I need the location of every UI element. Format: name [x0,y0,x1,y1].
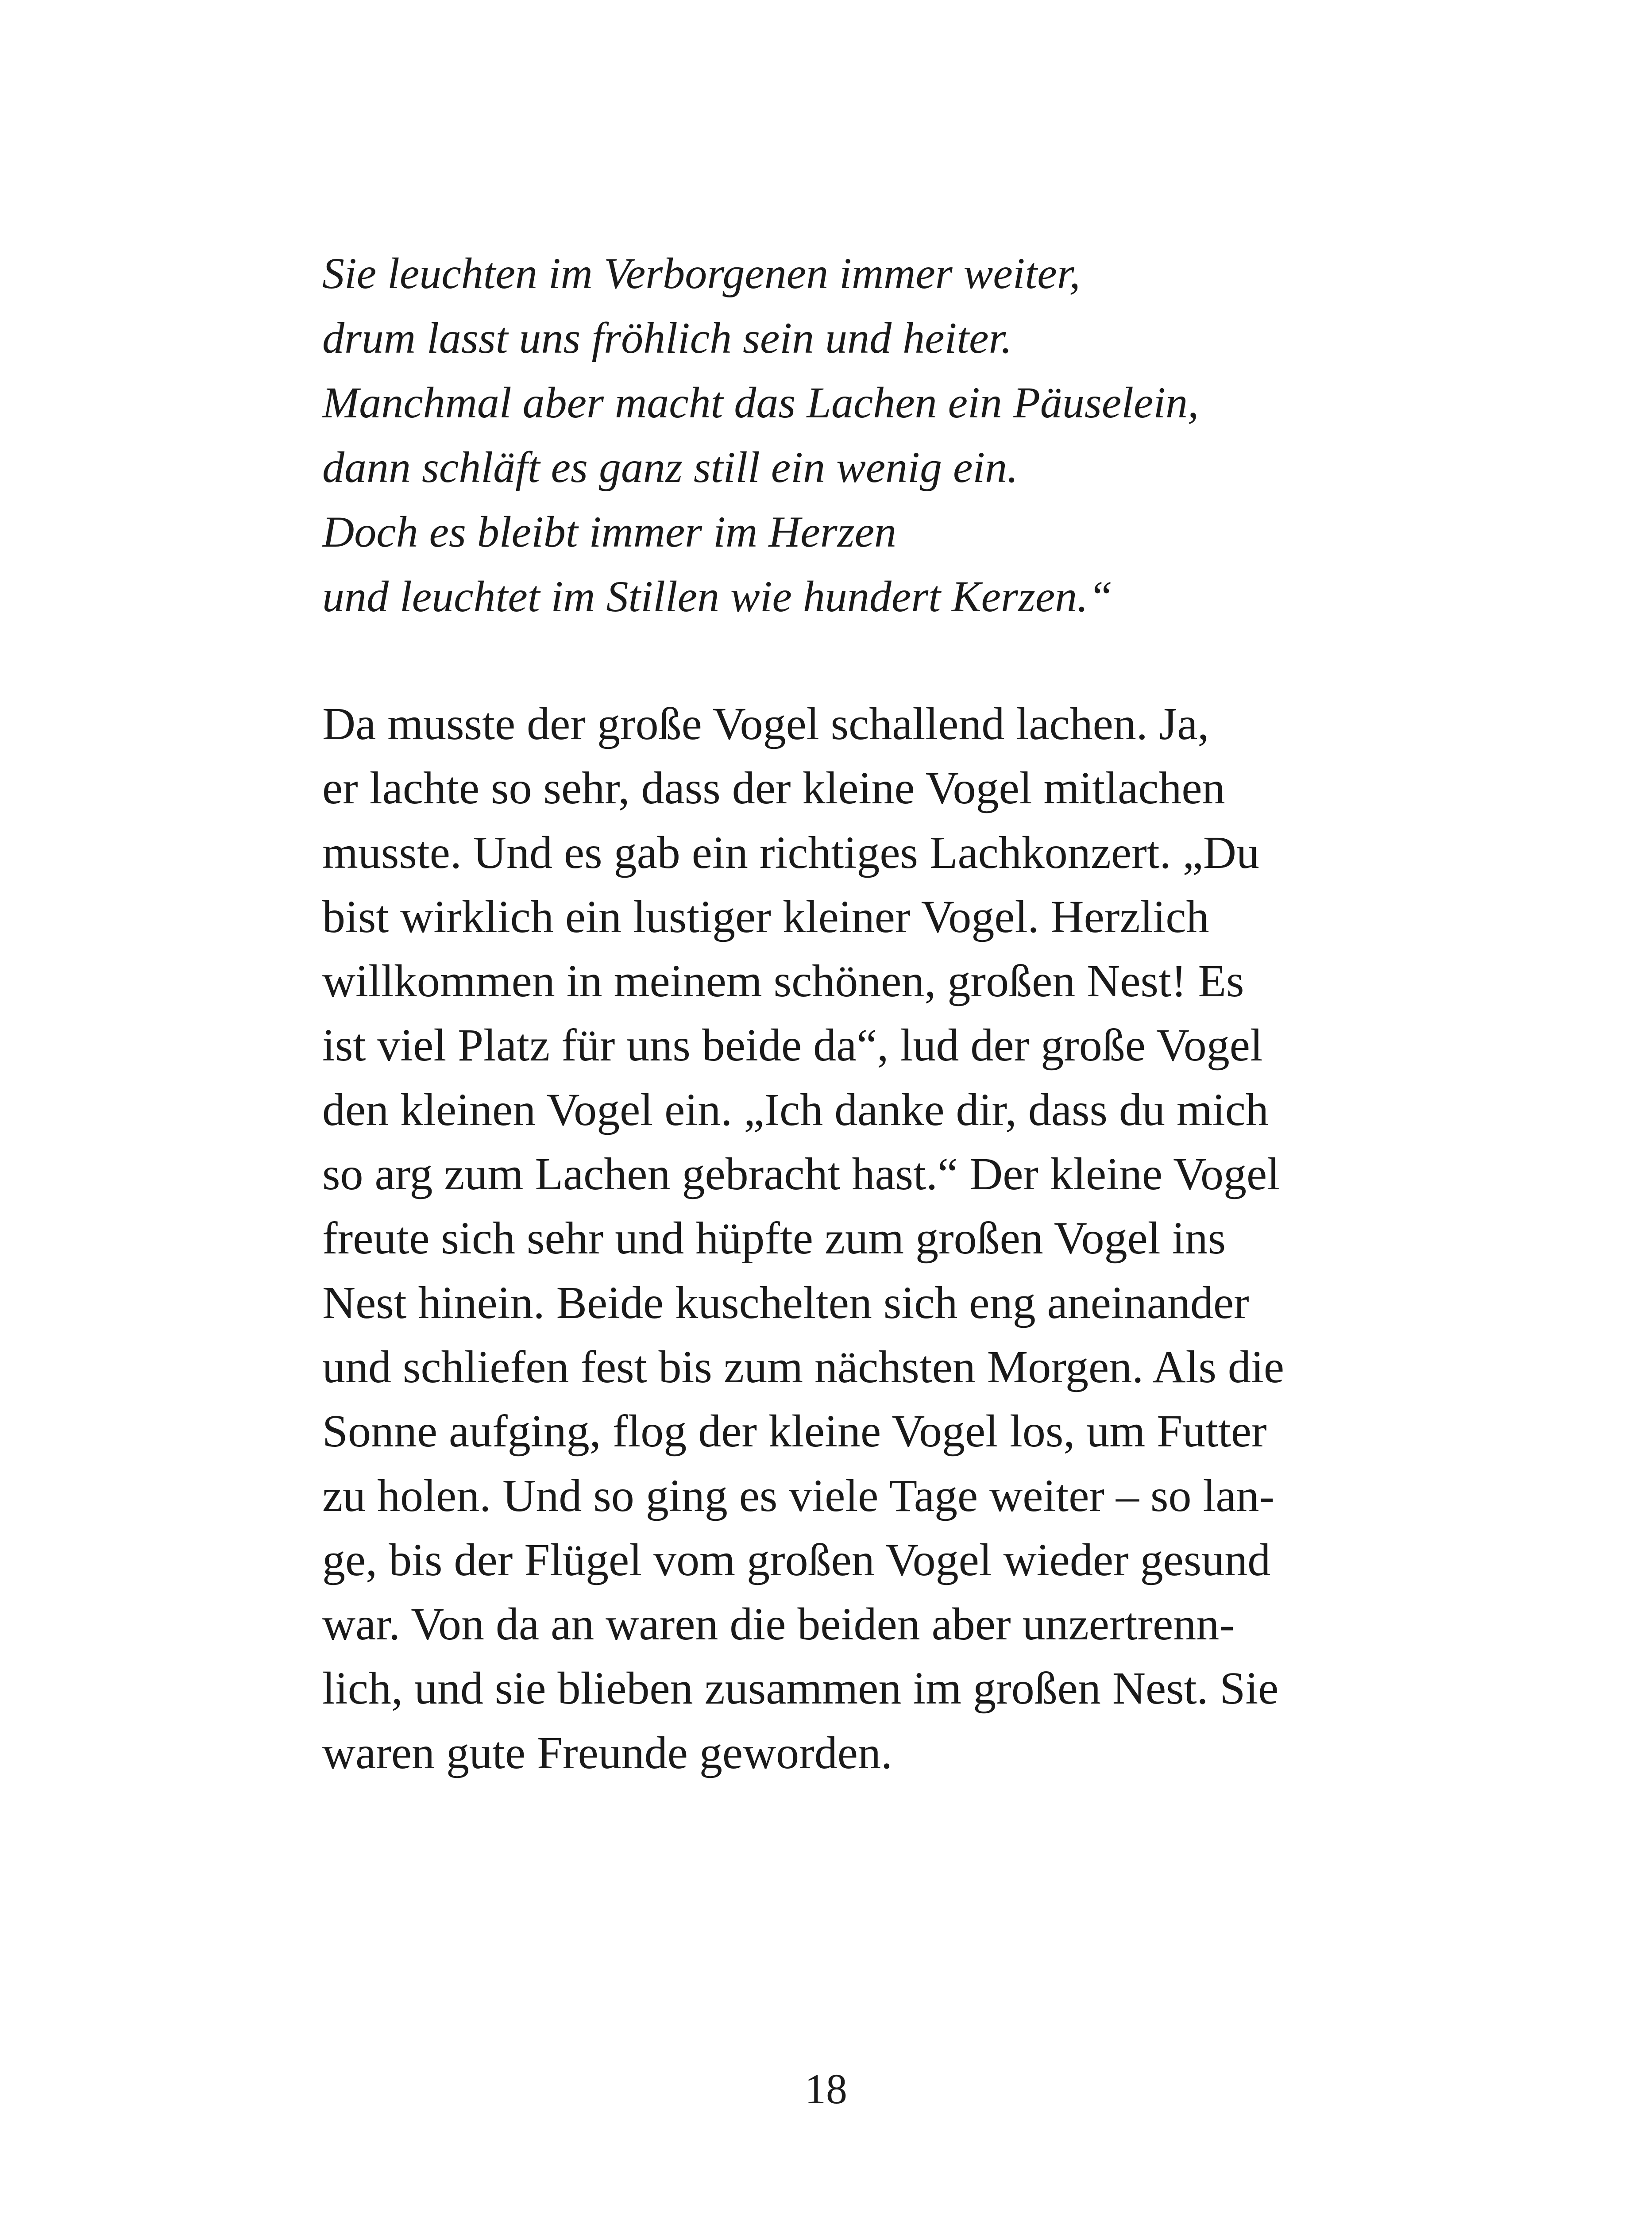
prose-line: den kleinen Vogel ein. „Ich danke dir, dass du mich [322,1084,1269,1135]
prose-line: so arg zum Lachen gebracht hast.“ Der kleine Vogel [322,1149,1280,1200]
prose-line: waren gute Freunde geworden. [322,1727,892,1778]
prose-line: war. Von da an waren die beiden aber unzertrenn- [322,1599,1235,1650]
poem-line: Manchmal aber macht das Lachen ein Päuselein, [322,378,1199,427]
prose-line: Da musste der große Vogel schallend lachen. Ja, [322,698,1209,749]
prose-line: lich, und sie blieben zusammen im großen Nest. Sie [322,1663,1279,1714]
prose-line: Sonne aufging, flog der kleine Vogel los, um Futter [322,1406,1267,1457]
prose-line: ist viel Platz für uns beide da“, lud der große Vogel [322,1020,1263,1071]
prose-line: willkommen in meinem schönen, großen Nest! Es [322,956,1244,1007]
prose-line: und schliefen fest bis zum nächsten Morgen. Als die [322,1341,1284,1392]
poem-line: dann schläft es ganz still ein wenig ein. [322,443,1019,492]
prose-line: Nest hinein. Beide kuschelten sich eng aneinander [322,1277,1249,1328]
prose-paragraph [322,692,1385,1785]
poem-line: Sie leuchten im Verborgenen immer weiter, [322,249,1081,298]
prose-line: bist wirklich ein lustiger kleiner Vogel. Herzlich [322,891,1209,942]
prose-line: zu holen. Und so ging es viele Tage weiter – so lan- [322,1470,1275,1521]
prose-line: er lachte so sehr, dass der kleine Vogel mitlachen [322,763,1225,814]
page-number: 18 [805,2065,847,2113]
prose-line: ge, bis der Flügel vom großen Vogel wieder gesund [322,1534,1271,1585]
poem-line: Doch es bleibt immer im Herzen [322,507,896,556]
poem-line: und leuchtet im Stillen wie hundert Kerzen.“ [322,572,1113,621]
poem-line: drum lasst uns fröhlich sein und heiter. [322,313,1012,362]
poem-stanza [322,241,1385,629]
prose-line: musste. Und es gab ein richtiges Lachkonzert. „Du [322,827,1259,878]
prose-line: freute sich sehr und hüpfte zum großen Vogel ins [322,1213,1226,1264]
